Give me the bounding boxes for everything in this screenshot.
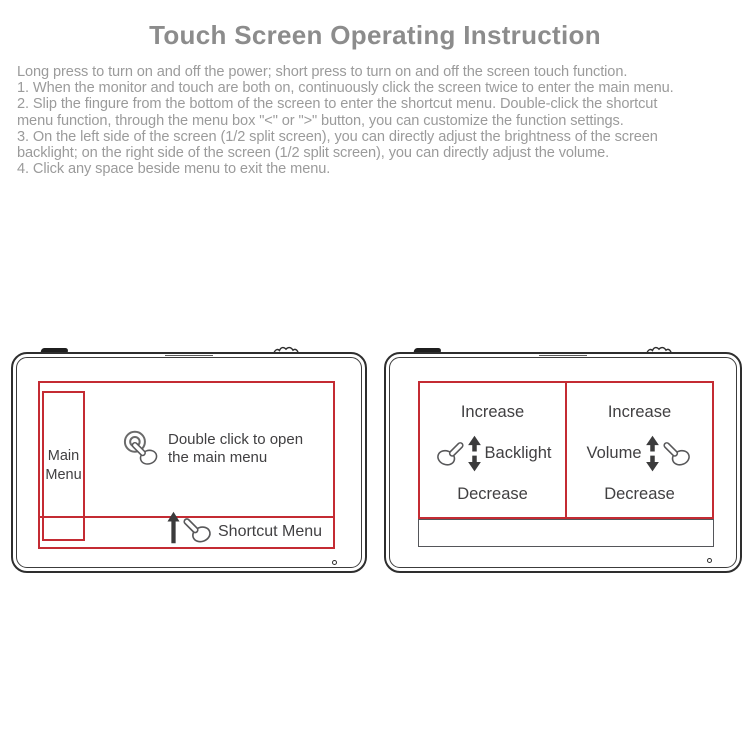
backlight-control-row: [434, 435, 552, 472]
pointing-hand-icon: [663, 439, 693, 469]
bottom-bar-outline: [418, 519, 714, 547]
decrease-label: Decrease: [457, 485, 528, 503]
main-menu-label: Main Menu: [45, 448, 82, 483]
instruction-line: 4. Click any space beside menu to exit the menu.: [17, 161, 331, 178]
instruction-line: 1. When the monitor and touch are both on, continuously click the screen twice to enter the main menu.: [17, 80, 674, 97]
pointing-hand-icon: [434, 439, 464, 469]
instruction-line: Long press to turn on and off the power; short press to turn on and off the screen touch function.: [17, 64, 628, 80]
main-menu-region: [42, 391, 85, 541]
monitor-body: [384, 352, 742, 573]
pointing-hand-icon: [183, 515, 214, 546]
up-down-arrow-icon: [467, 435, 482, 472]
screen-outline: [38, 381, 335, 549]
up-down-arrow-icon: [645, 435, 660, 472]
page-title: Touch Screen Operating Instruction: [149, 20, 601, 50]
instruction-line: backlight; on the right side of the screen (1/2 split screen), you can directly adjust the volume.: [17, 145, 610, 162]
volume-control-row: [586, 435, 692, 472]
top-notch: [165, 355, 213, 356]
instructions-text: [17, 64, 743, 177]
power-led-icon: [332, 560, 337, 565]
increase-label: Increase: [460, 403, 525, 421]
backlight-label: Backlight: [484, 444, 552, 462]
volume-panel: [565, 383, 712, 517]
instruction-line: 2. Slip the fingure from the bottom of the screen to enter the shortcut menu. Double-click the shortcut: [17, 96, 658, 113]
double-click-annotation: [120, 429, 322, 469]
shortcut-menu-label: Shortcut Menu: [218, 523, 323, 540]
volume-label: Volume: [586, 444, 642, 462]
top-notch: [539, 355, 587, 356]
backlight-panel: [420, 383, 565, 517]
right-monitor-diagram: [384, 352, 742, 573]
power-led-icon: [707, 558, 712, 563]
instruction-line: menu function, through the menu box "<" or ">" button, you can customize the function settings.: [17, 112, 624, 129]
split-screen-outline: [418, 381, 714, 519]
left-monitor-diagram: [11, 352, 367, 573]
monitor-body: [11, 352, 367, 573]
increase-label: Increase: [607, 403, 672, 421]
up-arrow-icon: [167, 511, 180, 544]
instruction-line: 3. On the left side of the screen (1/2 split screen), you can directly adjust the brightness of the screen: [17, 128, 658, 145]
double-click-label: Double click to open the main menu: [168, 431, 304, 466]
decrease-label: Decrease: [604, 485, 675, 503]
tap-icon: [120, 429, 168, 469]
